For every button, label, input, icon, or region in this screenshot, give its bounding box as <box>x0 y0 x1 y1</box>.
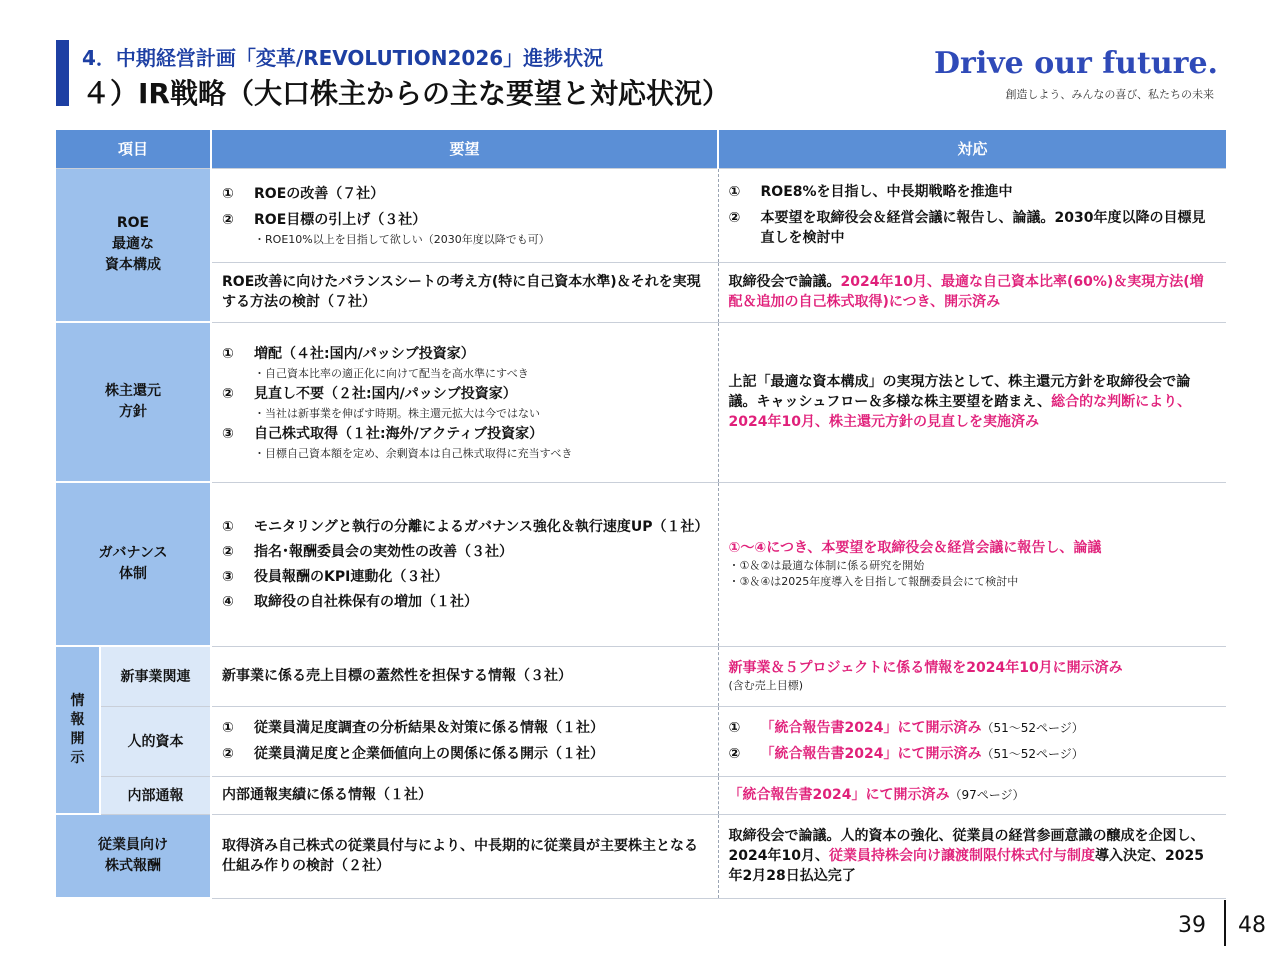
table-header-row <box>56 130 1226 168</box>
title-accent-bar <box>56 40 69 106</box>
subcategory-human-capital: 人的資本 <box>100 706 211 776</box>
table-row <box>56 262 1226 322</box>
subcategory-whistleblowing: 内部通報 <box>100 776 211 814</box>
header-item: 項目 <box>56 130 211 168</box>
request-cell: ① 増配（４社:国内/パッシブ投資家） ・自己資本比率の適正化に向けて配当を高水準にすべき ② 見直し不要（２社:国内/パッシブ投資家） ・当社は新事業を伸ばす時期。株主還元拡大は今ではない ③ 自己株式取得（１社:海外/アクティブ投資家） ・目標自己資本額を定め、余剰資本は自己株式取得に充当すべき <box>211 322 718 482</box>
response-cell: 取締役会で論議。2024年10月、最適な自己資本比率(60%)＆実現方法(増配＆追加の自己株式取得)につき、開示済み <box>718 262 1226 322</box>
header-response: 対応 <box>718 130 1226 168</box>
table-row <box>56 168 1226 262</box>
request-cell: ① 従業員満足度調査の分析結果＆対策に係る情報（１社） ② 従業員満足度と企業価値向上の関係に係る開示（１社） <box>211 706 718 776</box>
response-cell: 取締役会で論議。人的資本の強化、従業員の経営参画意識の醸成を企図し、2024年10月、従業員持株会向け譲渡制限付株式付与制度導入決定、2025年2月28日払込完了 <box>718 814 1226 898</box>
category-roe: ROE 最適な 資本構成 <box>56 168 211 322</box>
ir-strategy-table <box>56 130 1226 899</box>
request-cell: 取得済み自己株式の従業員付与により、中長期的に従業員が主要株主となる仕組み作りの検討（２社） <box>211 814 718 898</box>
request-cell: ① モニタリングと執行の分離によるガバナンス強化＆執行速度UP（１社） ② 指名･報酬委員会の実効性の改善（３社） ③ 役員報酬のKPI連動化（３社） ④ 取締役の自社株保有の増加（１社） <box>211 482 718 646</box>
brand-tagline: 創造しよう、みんなの喜び、私たちの未来 <box>1005 88 1214 101</box>
response-cell: 上記「最適な資本構成」の実現方法として、株主還元方針を取締役会で論議。キャッシュフロー＆多様な株主要望を踏まえ、総合的な判断により、2024年10月、株主還元方針の見直しを実施済み <box>718 322 1226 482</box>
category-governance: ガバナンス 体制 <box>56 482 211 646</box>
page-total: 48 <box>1238 913 1266 938</box>
table-row <box>56 322 1226 482</box>
table-row <box>56 646 1226 706</box>
response-cell: ①～④につき、本要望を取締役会＆経営会議に報告し、論議 ・①＆②は最適な体制に係る研究を開始 ・③＆④は2025年度導入を目指して報酬委員会にて検討中 <box>718 482 1226 646</box>
brand-slogan: Drive our future. <box>934 46 1218 81</box>
page-title: ４）IR戦略（大口株主からの主な要望と対応状況） <box>82 77 730 110</box>
category-employee-stock: 従業員向け 株式報酬 <box>56 814 211 898</box>
request-cell: 内部通報実績に係る情報（１社） <box>211 776 718 814</box>
page-number: 39 <box>1178 913 1206 938</box>
subcategory-new-business: 新事業関連 <box>100 646 211 706</box>
request-cell: 新事業に係る売上目標の蓋然性を担保する情報（３社） <box>211 646 718 706</box>
request-cell: ROE改善に向けたバランスシートの考え方(特に自己資本水準)＆それを実現する方法の検討（７社） <box>211 262 718 322</box>
response-cell: ① 「統合報告書2024」にて開示済み （51～52ページ） ② 「統合報告書2024」にて開示済み （51～52ページ） <box>718 706 1226 776</box>
response-cell: 「統合報告書2024」にて開示済み（97ページ） <box>718 776 1226 814</box>
table-row <box>56 776 1226 814</box>
category-disclosure: 情報開示 <box>56 646 100 814</box>
page-divider <box>1224 900 1226 946</box>
table-row <box>56 482 1226 646</box>
request-cell: ① ROEの改善（７社） ② ROE目標の引上げ（３社） ・ROE10%以上を目指して欲しい（2030年度以降でも可） <box>211 168 718 262</box>
section-subtitle: 4．中期経営計画「変革/REVOLUTION2026」進捗状況 <box>82 46 604 70</box>
header-request: 要望 <box>211 130 718 168</box>
response-cell: ① ROE8%を目指し、中長期戦略を推進中 ② 本要望を取締役会＆経営会議に報告し、論議。2030年度以降の目標見直しを検討中 <box>718 168 1226 262</box>
response-cell: 新事業＆５プロジェクトに係る情報を2024年10月に開示済み (含む売上目標) <box>718 646 1226 706</box>
table-row <box>56 814 1226 898</box>
category-shareholder-return: 株主還元 方針 <box>56 322 211 482</box>
table-row <box>56 706 1226 776</box>
